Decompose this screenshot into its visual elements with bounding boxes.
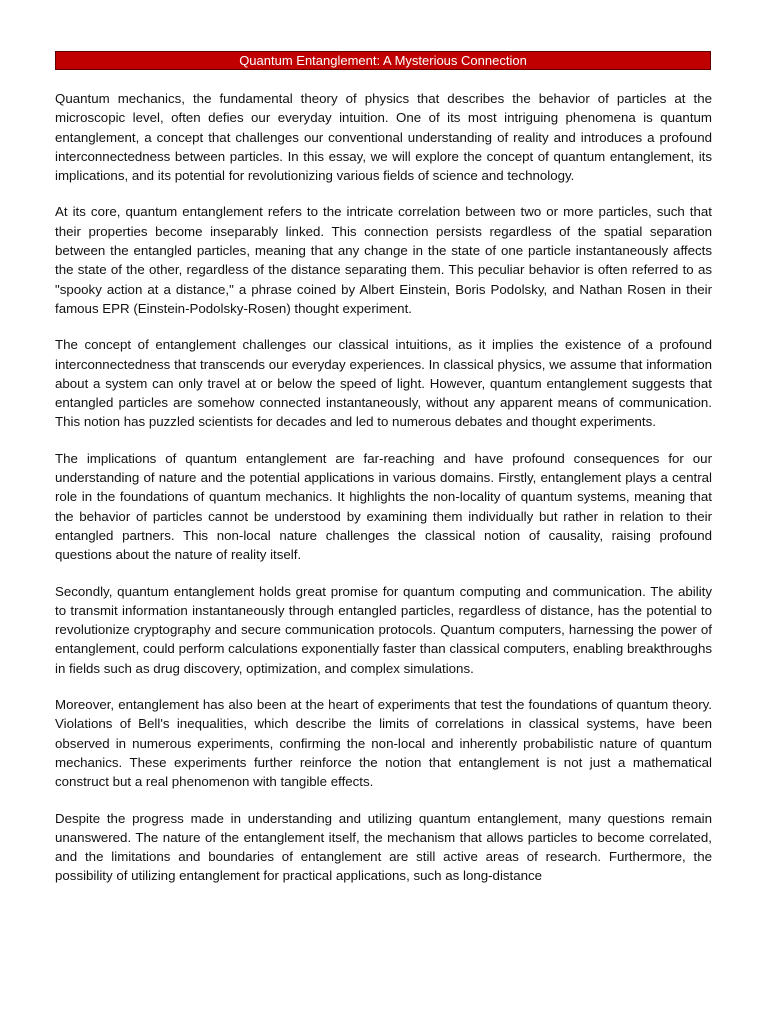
document-body — [55, 89, 712, 903]
paragraph-1: Quantum mechanics, the fundamental theory of physics that describes the behavior of particles at the microscopic level, often defies our everyday intuition. One of its most intriguing phenomena is quantum entanglement, a concept that challenges our conventional understanding of reality and introduces a profound interconnectedness between particles. In this essay, we will explore the concept of quantum entanglement, its implications, and its potential for revolutionizing various fields of science and technology. — [55, 91, 712, 184]
document-title: Quantum Entanglement: A Mysterious Connection — [55, 51, 711, 70]
paragraph-7: Despite the progress made in understanding and utilizing quantum entanglement, many questions remain unanswered. The nature of the entanglement itself, the mechanism that allows particles to become correlated, and the limitations and boundaries of entanglement are still active areas of research. Furthermore, the possibility of utilizing entanglement for practical applications, such as long-distance — [55, 810, 712, 884]
paragraph-2: At its core, quantum entanglement refers to the intricate correlation between two or more particles, such that their properties become inseparably linked. This connection persists regardless of the spatial separation between the entangled particles, meaning that any change in the state of one particle instantaneously affects the state of the other, regardless of the distance separating them. This peculiar behavior is often referred to as "spooky action at a distance," a phrase coined by Albert Einstein, Boris Podolsky, and Nathan Rosen in their famous EPR (Einstein-Podolsky-Rosen) thought experiment. — [55, 204, 712, 316]
paragraph-6: Moreover, entanglement has also been at the heart of experiments that test the foundations of quantum theory. Violations of Bell's inequalities, which describe the limits of correlations in classical systems, have been observed in numerous experiments, confirming the non-local and inherently probabilistic nature of quantum mechanics. These experiments further reinforce the notion that entanglement is not just a mathematical construct but a real phenomenon with tangible effects. — [55, 697, 712, 790]
paragraph-3: The concept of entanglement challenges our classical intuitions, as it implies the existence of a profound interconnectedness that transcends our everyday experiences. In classical physics, we assume that information about a system can only travel at or below the speed of light. However, quantum entanglement suggests that entangled particles are somehow connected instantaneously, without any apparent means of communication. This notion has puzzled scientists for decades and led to numerous debates and thought experiments. — [55, 337, 712, 430]
paragraph-5: Secondly, quantum entanglement holds great promise for quantum computing and communication. The ability to transmit information instantaneously through entangled particles, regardless of distance, has the potential to revolutionize cryptography and secure communication protocols. Quantum computers, harnessing the power of entanglement, could perform calculations exponentially faster than classical computers, enabling breakthroughs in fields such as drug discovery, optimization, and complex simulations. — [55, 583, 712, 676]
paragraph-4: The implications of quantum entanglement are far-reaching and have profound consequences for our understanding of nature and the potential applications in various domains. Firstly, entanglement plays a central role in the foundations of quantum mechanics. It highlights the non-locality of quantum systems, meaning that the behavior of particles cannot be understood by examining them individually but rather in relation to their entangled partners. This non-local nature challenges the classical notion of causality, raising profound questions about the nature of reality itself. — [55, 450, 712, 563]
